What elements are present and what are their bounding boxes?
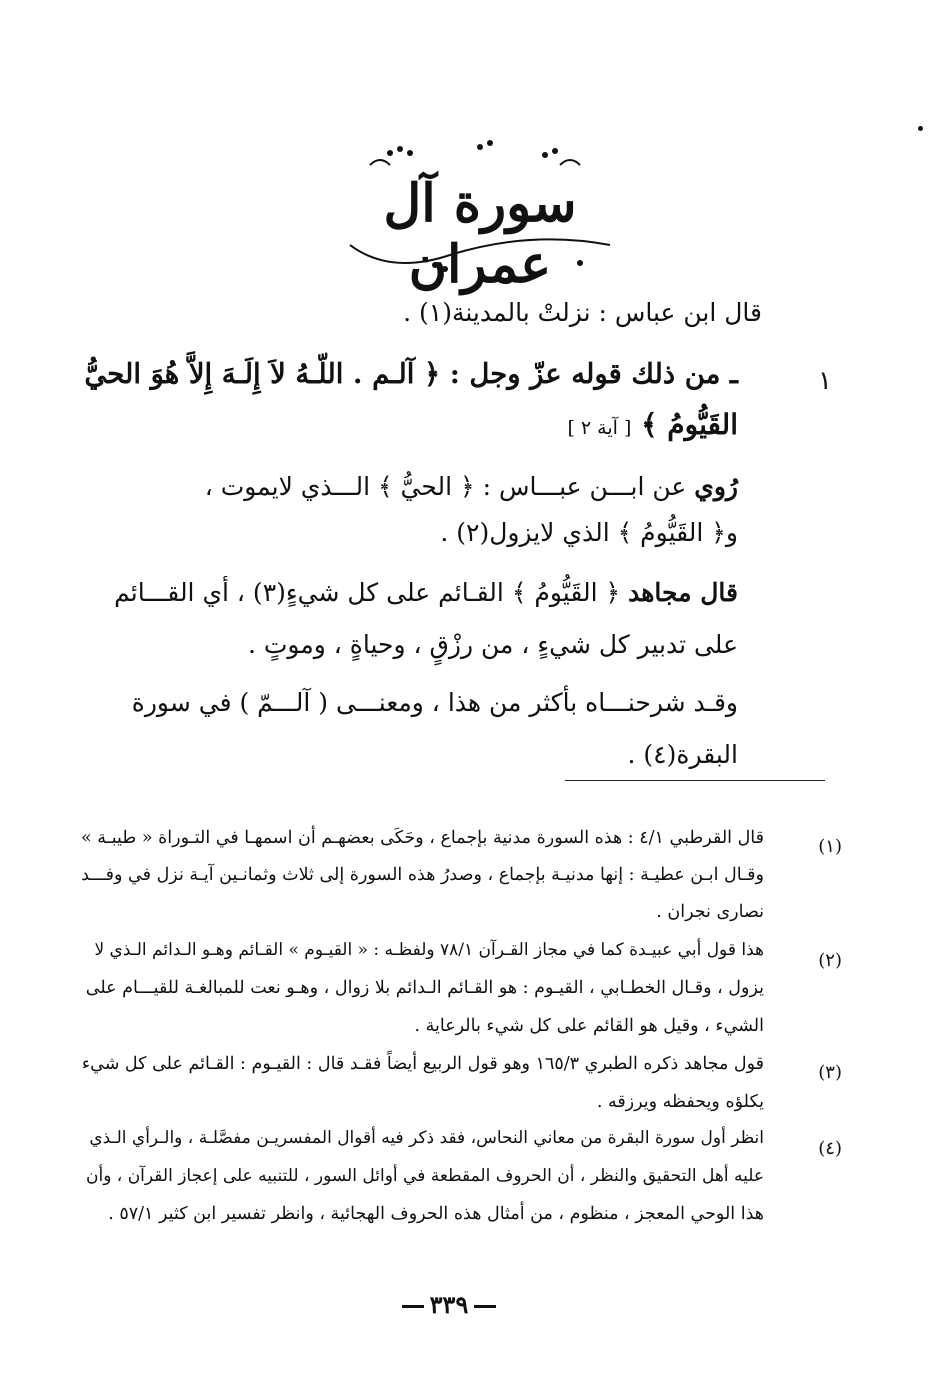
page-number xyxy=(384,1290,514,1319)
page-number-dash-left xyxy=(402,1305,424,1308)
footnote-3-number: (٣) xyxy=(818,1062,842,1083)
footnote-1-line2: وقـال ابـن عطيـة : إنها مدنيـة بإجماع ، وصدرُ هذه السورة إلى ثلاث وثمانـين آيـة نزل في وفـــد xyxy=(81,865,764,885)
qayyum-verse: القَيُّومُ ﴾ xyxy=(641,408,738,441)
footnote-2-line1: هذا قول أبي عبيـدة كما في مجاز القـرآن ٧٨/١ ولفظـه : « القيـوم » القـائم وهـو الـدائم الـذي لا xyxy=(94,940,764,960)
footnote-4-number: (٤) xyxy=(818,1138,842,1159)
intro-line: قال ابن عباس : نزلتْ بالمدينة(١) . xyxy=(403,298,762,327)
section1-line1: ـ من ذلك قوله عزّ وجل : ﴿ آلـم . اللّـهُ لاَ إِلَـهَ إِلاَّ هُوَ الحيُّ xyxy=(84,358,738,390)
page-number-dash-right xyxy=(474,1305,496,1308)
footnote-1-line1: قال القرطبي ٤/١ : هذه السورة مدنية بإجماع ، وحَكَى بعضهـم أن اسمهـا في التـوراة « طيبـة » xyxy=(80,828,764,848)
para2-lead: رُوي xyxy=(694,472,738,501)
footnote-4-line2: عليه أهل التحقيق والنظر ، أن الحروف المقطعة في أوائل السور ، للتنبيه على إعجاز القرآن ، وأن xyxy=(85,1166,764,1186)
footnote-4-line1: انظر أول سورة البقرة من معاني النحاس، فقد ذكر فيه أقوال المفسريـن مفصَّلـة ، والـرأي الـذي xyxy=(89,1128,764,1148)
page-number-value: ٣٣٩ xyxy=(429,1290,469,1319)
section-number: ١ xyxy=(818,366,832,396)
para4-line1: وقـد شرحنـــاه بأكثر من هذا ، ومعنـــى ( آلـــمّ ) في سورة xyxy=(131,688,738,717)
para2-line1 xyxy=(205,472,738,501)
para4-line2: البقرة(٤) . xyxy=(627,740,738,769)
surah-title-text: سورة آل عمران xyxy=(383,173,577,295)
para2-line2: و﴿ القَيُّومُ ﴾ الذي لايزول(٢) . xyxy=(440,518,738,547)
para3-line1 xyxy=(114,578,738,607)
footnote-2-line2: يزول ، وقـال الخطـابي ، القيـوم : هو القـائم الـدائم بلا زوال ، وهـو نعت للمبالغـة للقيـــام على xyxy=(85,978,764,998)
ayah-reference: [ آية ٢ ] xyxy=(567,417,632,439)
para3-lead: قال مجاهد xyxy=(628,578,738,607)
section1-line2 xyxy=(567,408,738,441)
para3-line1-rest: ﴿ القَيُّومُ ﴾ القـائم على كل شيءٍ(٣) ، أي القـــائم xyxy=(114,578,621,607)
stray-ink-mark xyxy=(918,126,923,131)
para2-line1-rest: عن ابـــن عبـــاس : ﴿ الحيُّ ﴾ الـــذي لايموت ، xyxy=(204,472,687,501)
footnote-4-line3: هذا الوحي المعجز ، منظوم ، من أمثال هذه الحروف الهجائية ، وانظر تفسير ابن كثير ٥٧/١ . xyxy=(108,1204,764,1224)
footnote-3-line2: يكلؤه ويحفظه ويرزقه . xyxy=(596,1092,764,1112)
footnote-1-line3: نصارى نجران . xyxy=(656,902,764,922)
para3-line2: على تدبير كل شيءٍ ، من رزْقٍ ، وحياةٍ ، وموتٍ . xyxy=(247,630,738,659)
footnote-separator xyxy=(565,780,825,781)
surah-title xyxy=(330,135,630,295)
footnote-2-number: (٢) xyxy=(818,950,842,971)
footnote-2-line3: الشيء ، وقيل هو القائم على كل شيء بالرعاية . xyxy=(414,1016,764,1036)
footnote-1-number: (١) xyxy=(818,836,842,857)
footnote-3-line1: قول مجاهد ذكره الطبري ١٦٥/٣ وهو قول الربيع أيضاً فقـد قال : القيـوم : القـائم على كل شيء xyxy=(81,1054,764,1074)
